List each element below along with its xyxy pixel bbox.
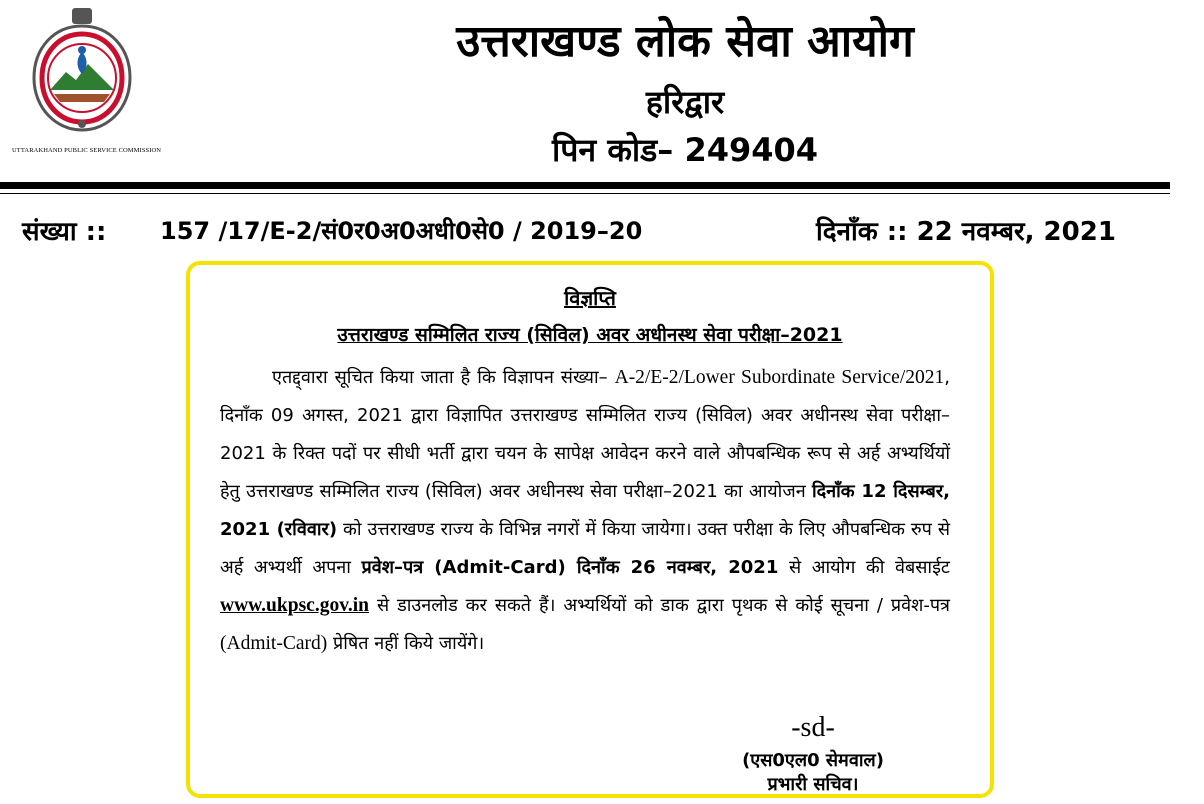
- letter-date: दिनाँक :: 22 नवम्बर, 2021: [816, 217, 1116, 247]
- pin-code: पिन कोड– 249404: [551, 131, 819, 169]
- header-divider-thick: [0, 182, 1170, 189]
- admit-card-date: प्रवेश–पत्र (Admit-Card) दिनाँक 26 नवम्बर, 2021: [361, 557, 779, 578]
- exam-date: दिनाँक 12 दिसम्बर, 2021 (रविवार): [220, 481, 950, 540]
- signatory-name: (एस0एल0 सेमवाल): [742, 750, 884, 771]
- signatory-designation: प्रभारी सचिव।: [767, 774, 859, 795]
- notice-paragraph: एतद्द्वारा सूचित किया जाता है कि विज्ञापन संख्या– A-2/E-2/Lower Subordinate Service/2021, दिनाँक 09 अगस्त, 2021 द्वारा विज्ञापित उत्तराखण्ड सम्मिलित राज्य (सिविल) अवर अधीनस्थ सेवा परीक्षा–2021 के रिक्त पदों पर सीधी भर्ती द्वारा चयन के सापेक्ष आवेदन करने वाले औपबन्धिक रूप से अर्ह अभ्यर्थियों हेतु उत्तराखण्ड सम्मिलित राज्य (सिविल) अवर अधीनस्थ सेवा परीक्षा–2021 का आयोजन दिनाँक 12 दिसम्बर, 2021 (रविवार) को उत्तराखण्ड राज्य के विभिन्न नगरों में किया जायेगा। उक्त परीक्षा के लिए औपबन्धिक रुप से अर्ह अभ्यर्थी अपना प्रवेश–पत्र (Admit-Card) दिनाँक 26 नवम्बर, 2021 से आयोग की वेबसाईट www.ukpsc.gov.in से डाउनलोड कर सकते हैं। अभ्यर्थियों को डाक द्वारा पृथक से कोई सूचना / प्रवेश-पत्र (Admit-Card) प्रेषित नहीं किये जायेंगे।: [220, 367, 951, 654]
- organization-name: उत्तराखण्ड लोक सेवा आयोग: [456, 16, 914, 67]
- website-link[interactable]: www.ukpsc.gov.in: [220, 595, 370, 616]
- emblem-icon: [24, 6, 140, 146]
- notice-body: [220, 359, 950, 663]
- signature-sd: -sd-: [791, 712, 835, 743]
- notice-heading: विज्ञप्ति: [564, 286, 616, 310]
- logo-caption: UTTARAKHAND PUBLIC SERVICE COMMISSION: [12, 147, 162, 154]
- header-divider-thin: [0, 193, 1170, 194]
- commission-logo: [12, 6, 162, 154]
- reference-number: 157 /17/E-2/सं0र0अ0अधी0से0 / 2019–20: [160, 217, 643, 245]
- notice-subject: उत्तराखण्ड सम्मिलित राज्य (सिविल) अवर अधीनस्थ सेवा परीक्षा–2021: [337, 324, 843, 346]
- organization-city: हरिद्वार: [645, 83, 725, 121]
- reference-label: संख्या ::: [22, 217, 107, 247]
- advertisement-number: A-2/E-2/Lower Subordinate Service/2021: [614, 367, 945, 388]
- admit-card-label: (Admit-Card): [220, 633, 328, 654]
